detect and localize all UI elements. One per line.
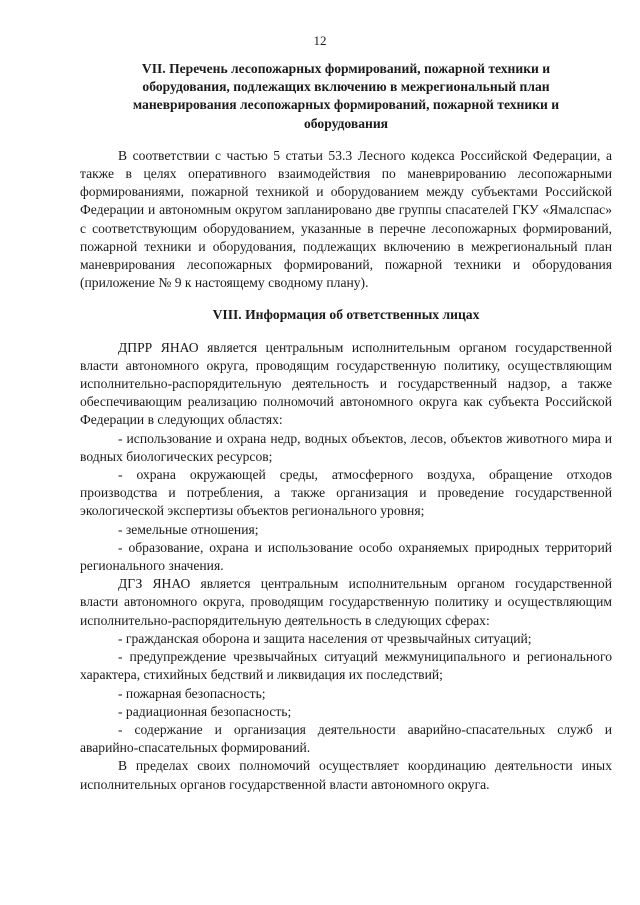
page-content bbox=[80, 60, 612, 794]
dprr-list-item: - земельные отношения; bbox=[118, 521, 259, 537]
closing-paragraph: В пределах своих полномочий осуществляет координацию деятельности иных исполнительных органов государственной власти автономного округа. bbox=[80, 758, 612, 792]
dprr-list-item: - образование, охрана и использование особо охраняемых природных территорий регионального значения. bbox=[80, 539, 612, 574]
dgz-list-item: - пожарная безопасность; bbox=[118, 685, 266, 701]
dprr-intro-paragraph: ДПРР ЯНАО является центральным исполнительным органом государственной власти автономного округа, проводящим государственную политику, осуществляющим исполнительно-распорядительную деятельность и государственный надзор, а также обеспечивающим реализацию полномочий автономного округа как субъекта Российской Федерации в следующих областях: bbox=[80, 339, 612, 428]
dgz-list-item: - предупреждение чрезвычайных ситуаций межмуниципального и регионального характера, стихийных бедствий и ликвидация их последствий; bbox=[80, 649, 612, 683]
dgz-list-item: - содержание и организация деятельности аварийно-спасательных служб и аварийно-спасательных формирований. bbox=[80, 721, 612, 756]
dgz-list-item: - радиационная безопасность; bbox=[118, 703, 292, 719]
dprr-list-item: - охрана окружающей среды, атмосферного воздуха, обращение отходов производства и потребления, а также организация и проведение государственной экологической экспертизы объектов регионального уровня; bbox=[80, 467, 612, 519]
dgz-list-item: - гражданская оборона и защита населения от чрезвычайных ситуаций; bbox=[118, 630, 532, 646]
dgz-intro-paragraph: ДГЗ ЯНАО является центральным исполнительным органом государственной власти автономного округа, проводящим государственную политику и осуществляющим исполнительно-распорядительную деятельность в следующих сферах: bbox=[80, 576, 612, 628]
section-7-paragraph: В соответствии с частью 5 статьи 53.3 Лесного кодекса Российской Федерации, а также в целях оперативного взаимодействия по маневрированию лесопожарными формированиями, пожарной техникой и оборудованием между субъектами Российской Федерации и автономным округом запланировано две группы спасателей ГКУ «Ямалспас» с соответствующим оборудованием, указанные в перечне лесопожарных формирований, пожарной техники и оборудования, подлежащих включению в межрегиональный план маневрирования лесопожарных формирований, пожарной техники и оборудования (приложение № 9 к настоящему сводному плану). bbox=[80, 147, 612, 291]
section-8-title: VIII. Информация об ответственных лицах bbox=[212, 307, 480, 323]
section-7-title: VII. Перечень лесопожарных формирований, пожарной техники и оборудования, подлежащих включению в межрегиональный план маневрирования лесопожарных формирований, пожарной техники и оборудования bbox=[132, 61, 560, 131]
dprr-list-item: - использование и охрана недр, водных объектов, лесов, объектов животного мира и водных биологических ресурсов; bbox=[80, 430, 612, 464]
page-number: 12 bbox=[313, 33, 327, 48]
